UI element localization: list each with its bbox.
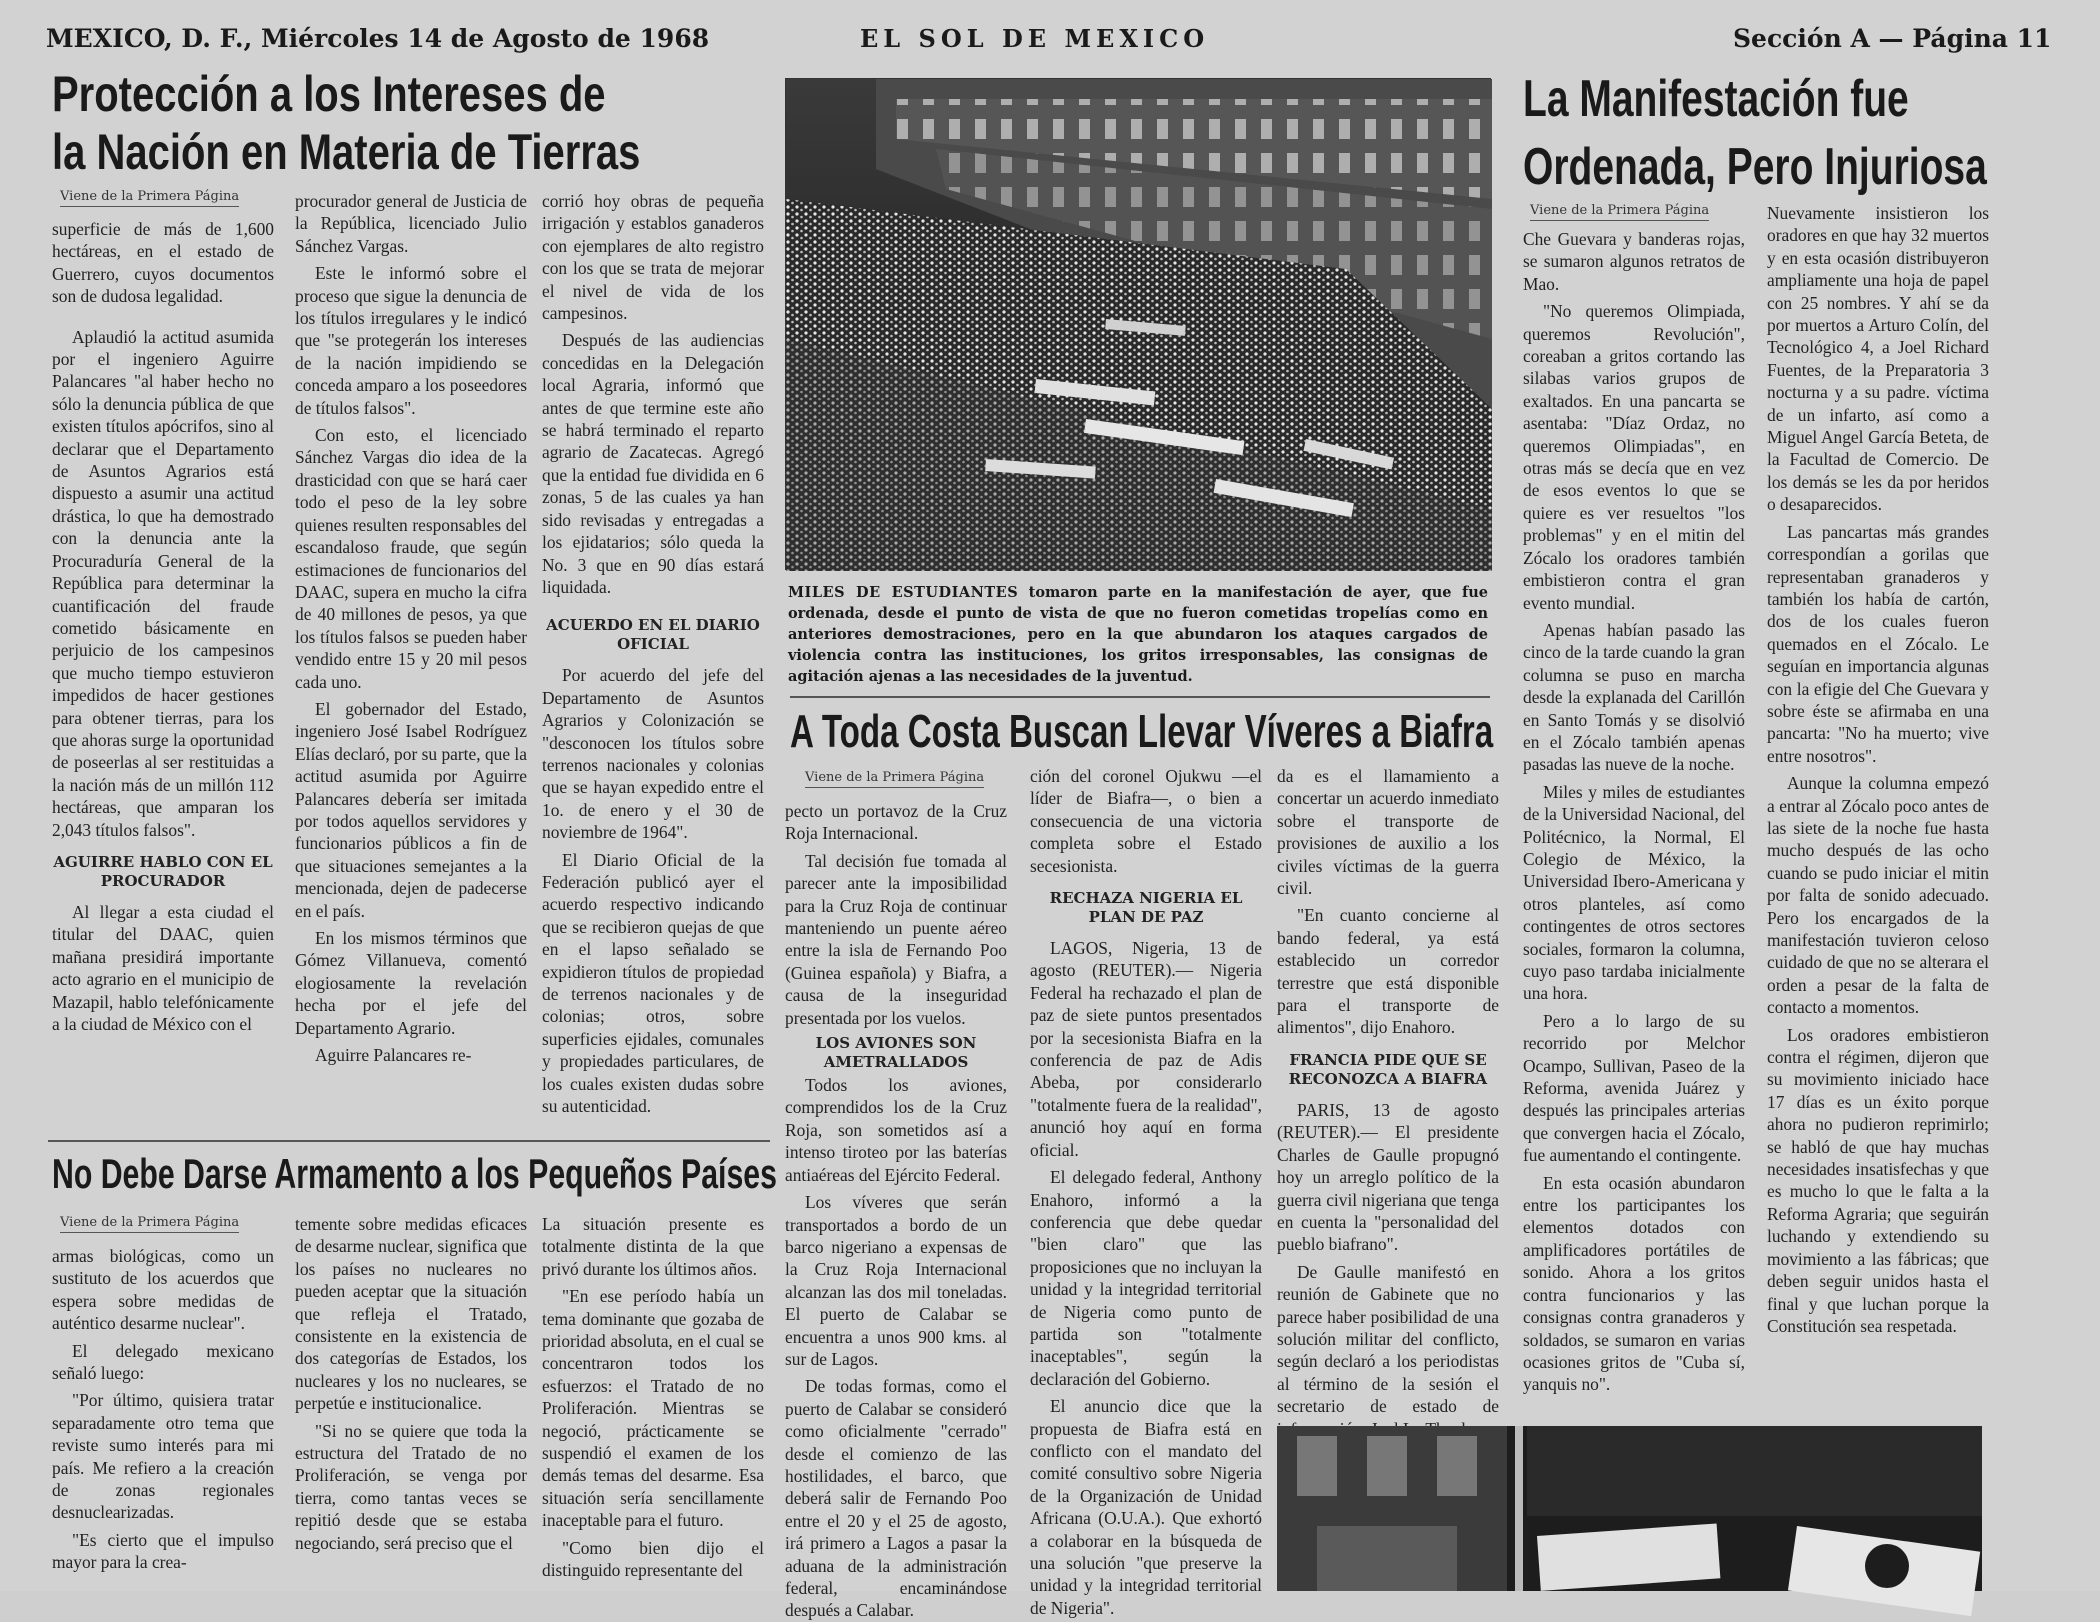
paragraph: LAGOS, Nigeria, 13 de agosto (REUTER).— Nigeria Federal ha rechazado el plan de paz de siete puntos presentados por la secesionista Biafra en la conferencia de paz de Adis Abeba, por considerarlo "totalmente fuera de la realidad", anunció hoy aquí en forma oficial.	[1030, 938, 1262, 1160]
article1-column-3	[542, 190, 764, 1130]
demonstration-photo	[785, 78, 1491, 570]
article4-continuation-label: Viene de la Primera Página	[60, 1215, 239, 1233]
paragraph: El Diario Oficial de la Federación publicó ayer el acuerdo respectivo indicando que se recibieron quejas de que en el lapso señalado se expidieron títulos de propiedad de terrenos nacionales y de colonias; otros, sobre superficies ejidales, comunales y propiedades particulares, de los cuales existen dudas sobre su autenticidad.	[542, 849, 764, 1117]
paragraph: El delegado mexicano señaló luego:	[52, 1340, 274, 1384]
article4-column-1	[52, 1245, 274, 1591]
paragraph: Tal decisión fue tomada al parecer ante la imposibilidad para la Cruz Roja de continuar manteniendo un puente aéreo entre la isla de Fernando Poo (Guinea española) y Biafra, a causa de la inseguridad presentada por los vuelos.	[785, 850, 1007, 1028]
paragraph: Todos los aviones, comprendidos los de la Cruz Roja, son sometidos así a intenso tiroteo por las baterías antiaéreas del Ejército Federal.	[785, 1075, 1007, 1185]
paragraph: Después de las audiencias concedidas en la Delegación local Agraria, informó que antes de que termine este año se habrá terminado el reparto agrario de Zacatecas. Agregó que la entidad fue dividida en 6 zonas, 5 de las cuales ya han sido revisadas y entregadas a los ejidatarios; sólo queda la No. 3 que en 90 días estará liquidada.	[542, 330, 764, 597]
street-image	[1277, 1426, 1982, 1591]
paragraph: Aunque la columna empezó a entrar al Zócalo poco antes de las siete de la noche fue hasta mucho después de las ocho cuando se pudo iniciar el mitin por falta de sonido adecuado. Pero los encargados de la manifestación tuvieron celoso cuidado de que no se alterara el orden a pesar de la falta de contacto a momentos.	[1767, 773, 1989, 1018]
paragraph: Nuevamente insistieron los oradores en que hay 32 muertos y en esta ocasión distribuyeron ampliamente una hoja de papel con 25 nombres. Y ahí se da por muertos a Arturo Colín, del Tecnológico 4, a Joel Richard Fuentes, de la Preparatoria 3 nocturna y a su padre. víctima de un infarto, así como a Miguel Angel García Beteta, de la Facultad de Comercio. De los demás se les da por heridos o desaparecidos.	[1767, 203, 1989, 515]
article1-title-line2: la Nación en Materia de Tierras	[52, 124, 641, 180]
article4-column-2	[295, 1213, 527, 1591]
article3-title-line1: La Manifestación fue	[1523, 70, 1909, 128]
paragraph: Los oradores embistieron contra el régimen, dijeron que su movimiento iniciado hace 17 días es un éxito porque ahora no pudieron reprimirlo; se habló de que hay muchas necesidades insatisfechas y que es mucho lo que le falta a la Reforma Agraria; que seguirán luchando y extendiendo su movimiento a las fábricas; que deben seguir unidos hasta el final y que luchan porque la Constitución sea respetada.	[1767, 1024, 1989, 1336]
article2-column-1	[785, 800, 1007, 1621]
paragraph: Miles y miles de estudiantes de la Universidad Nacional, del Politécnico, la Normal, El Colegio de México, la Universidad Ibero-Americana y otros planteles, así como contingentes de otros sectores sociales, formaron la columna, cuyo paso tardaba inicialmente una hora.	[1523, 781, 1745, 1004]
subheading: RECHAZA NIGERIA EL PLAN DE PAZ	[1049, 889, 1243, 927]
paragraph: Por acuerdo del jefe del Departamento de Asuntos Agrarios y Colonización se "desconocen los títulos sobre terrenos nacionales y colonias que se hayan expedido entre el 1o. de enero y el 30 de noviembre de 1964".	[542, 665, 764, 843]
paragraph: Los víveres que serán transportados a bordo de un barco nigeriano a expensas de la Cruz Roja Internacional alcanzan las dos mil toneladas. El puerto de Calabar se encuentra a unos 900 kms. al sur de Lagos.	[785, 1192, 1007, 1369]
paragraph: De Gaulle manifestó en reunión de Gabinete que no parece haber posibilidad de una solución militar del conflicto, según declaró a los periodistas al término de la sesión el secretario de estado de	[1277, 1261, 1499, 1417]
subheading: AGUIRRE HABLO CON EL PROCURADOR	[53, 852, 273, 890]
caption-text: tomaron parte en la manifestación de ayer, que fue ordenada, desde el punto de vista de que no fueron cometidas tropelías como en anteriores demostraciones, pero en la que abundaron los ataques cargados de violencia contra las instituciones, los gritos irresponsables, las consignas de agitación ajenas a las necesidades de la juventud.	[788, 584, 1488, 685]
header-date: MEXICO, D. F., Miércoles 14 de Agosto de 1968	[46, 24, 710, 53]
paragraph: En los mismos términos que Gómez Villanueva, comentó elogiosamente la revelación hecha por el jefe del Departamento Agrario.	[295, 928, 527, 1038]
article4-column-3	[542, 1213, 764, 1591]
paragraph: superficie de más de 1,600 hectáreas, en el estado de Guerrero, cuyos documentos son de dudosa legalidad.	[52, 219, 274, 307]
header-section: Sección A — Página 11	[1733, 24, 2052, 53]
paragraph: PARIS, 13 de agosto (REUTER).— El presidente Charles de Gaulle propugnó hoy un arreglo político de la guerra civil nigeriana que tenga en cuenta la "personalidad del pueblo biafrano".	[1277, 1099, 1499, 1255]
photo-caption	[788, 582, 1488, 687]
paragraph: da es el llamamiento a concertar un acuerdo inmediato sobre el transporte de provisiones de auxilio a los civiles víctimas de la guerra civil.	[1277, 766, 1499, 899]
masthead: EL SOL DE MEXICO	[860, 24, 1210, 53]
subheading: ACUERDO EN EL DIARIO OFICIAL	[546, 616, 760, 654]
paragraph: ción del coronel Ojukwu —el líder de Biafra—, o bien a consecuencia de una victoria completa sobre el Estado secesionista.	[1030, 766, 1262, 876]
paragraph: Este le informó sobre el proceso que sigue la denuncia de los títulos irregulares y le indicó que "se protegerán los intereses de la nación impidiendo se conceda amparo a los poseedores de títulos falsos".	[295, 263, 527, 418]
paragraph: "Es cierto que el impulso mayor para la crea-	[52, 1529, 274, 1573]
caption-lead: MILES DE ESTUDIANTES	[788, 584, 1019, 601]
article2-continuation-label: Viene de la Primera Página	[805, 770, 984, 788]
paragraph: Apenas habían pasado las cinco de la tarde cuando la gran columna se puso en marcha desde la explanada del Carillón en Santo Tomás y se disolvió en el Zócalo también apenas pasadas las nueve de la noche.	[1523, 619, 1745, 775]
article3-column-1	[1523, 228, 1745, 1408]
paragraph: armas biológicas, como un sustituto de los acuerdos que espera sobre medidas de auténtico desarme nuclear".	[52, 1246, 274, 1334]
article4-title: No Debe Darse Armamento a los Pequeños Países	[52, 1150, 777, 1197]
article3-title-line2: Ordenada, Pero Injuriosa	[1523, 138, 1987, 196]
article1-continuation-label: Viene de la Primera Página	[60, 189, 239, 207]
article1-title-line1: Protección a los Intereses de	[52, 66, 606, 122]
paragraph: "No queremos Olimpiada, queremos Revolución", coreaban a gritos cortando las silabas varios grupos de exaltados. En una pancarta se asentaba: "Díaz Ordaz, no queremos Olimpiadas", en otras más se decía que en vez de esos eventos lo que se quiere es ver resueltos "los problemas" y en el mitin del Zócalo los oradores también embistieron contra el gran evento mundial.	[1523, 301, 1745, 613]
paragraph: Che Guevara y banderas rojas, se sumaron algunos retratos de Mao.	[1523, 229, 1745, 294]
paragraph: pecto un portavoz de la Cruz Roja Internacional.	[785, 801, 1007, 844]
divider	[48, 1140, 770, 1142]
paragraph: La situación presente es totalmente distinta de la que privó durante los últimos años.	[542, 1214, 764, 1279]
crowd-image	[786, 79, 1492, 571]
paragraph: El anuncio dice que la propuesta de Biafra está en conflicto con el mandato del comité consultivo sobre Nigeria de la Organización de Unidad Africana (O.U.A.). Que exhortó a colaborar en la búsqueda de una solución "que preserve la unidad y la integridad territorial de Nigeria".	[1030, 1396, 1262, 1618]
paragraph: Con esto, el licenciado Sánchez Vargas dio idea de la drasticidad con que se hará caer todo el peso de la ley sobre quienes resulten responsables del escandaloso fraude, que según estimaciones de funcionarios del DAAC, supera en mucho la cifra de 40 millones de pesos, ya que los títulos falsos se pueden haber vendido entre 15 y 20 mil pesos cada uno.	[295, 425, 527, 692]
paragraph: temente sobre medidas eficaces de desarme nuclear, significa que los países no nucleares no pueden aceptar que la situación que refleja el Tratado, consistente en la existencia de dos categorías de Estados, los nucleares y los no nucleares, se perpetúe e institucionalice.	[295, 1214, 527, 1414]
paragraph: El gobernador del Estado, ingeniero José Isabel Rodríguez Elías declaró, por su parte, que la actitud asumida por Aguirre Palancares debería ser imitada por todos aquellos servidores y funcionarios públicos a fin de que situaciones semejantes a la mencionada, dejen de padecerse en el país.	[295, 698, 527, 921]
article3-column-2	[1767, 202, 1989, 1412]
paragraph: "En cuanto concierne al bando federal, ya está establecido un corredor terrestre que está disponible para el transporte de alimentos", dijo Enahoro.	[1277, 905, 1499, 1038]
article2-column-2	[1030, 765, 1262, 1618]
paragraph: "Si no se quiere que toda la estructura del Tratado de no Proliferación, se venga por tierra, como tantas veces se repitió desde que se estaba negociando, será preciso que el	[295, 1420, 527, 1553]
paragraph: De todas formas, como el puerto de Calabar se consideró como oficialmente "cerrado" desde el comienzo de las hostilidades, el barco, que deberá salir de Fernando Poo entre el 20 y el 25 de agosto, irá primero a Lagos a pasar la aduana de la administración federal, encaminándose después a Calabar.	[785, 1376, 1007, 1621]
paragraph: El delegado federal, Anthony Enahoro, informó a la conferencia que debe quedar "bien claro" que las proposiciones que no incluyan la unidad y la integridad territorial de Nigeria como punto de partida son "totalmente inaceptables", según la declaración del Gobierno.	[1030, 1167, 1262, 1389]
subheading: LOS AVIONES SON AMETRALLADOS	[815, 1034, 977, 1072]
article2-title: A Toda Costa Buscan Llevar Víveres a Biafra	[790, 705, 1494, 757]
paragraph: Al llegar a esta ciudad el titular del DAAC, quien mañana presidirá importante acto agrario en el municipio de Mazapil, hablo telefónicamente a la ciudad de México con el	[52, 901, 274, 1034]
paragraph: "En ese período había un tema dominante que gozaba de prioridad absoluta, en el cual se concentraron todos los esfuerzos: el Tratado de no Proliferación. Mientras se negoció, prácticamente se suspendió el examen de los demás temas del desarme. Esa situación sería sencillamente inaceptable para el futuro.	[542, 1286, 764, 1531]
article2-column-3	[1277, 765, 1499, 1415]
article1-column-1	[52, 218, 274, 1128]
paragraph: "Como bien dijo el distinguido representante del	[542, 1537, 764, 1581]
bottom-right-photo	[1277, 1426, 1982, 1591]
article1-column-2	[295, 190, 527, 1130]
article3-continuation-label: Viene de la Primera Página	[1530, 203, 1709, 221]
paragraph: Aguirre Palancares re-	[315, 1045, 472, 1066]
divider	[790, 696, 1490, 698]
paragraph: En esta ocasión abundaron entre los participantes los elementos dotados con amplificadores portátiles de sonido. Ahora a los gritos contra funcionarios y las consignas contra granaderos y soldados, se sumaron en varias ocasiones gritos de "Cuba sí, yanquis no".	[1523, 1172, 1745, 1395]
paragraph: Pero a lo largo de su recorrido por Melchor Ocampo, Sullivan, Paseo de la Reforma, avenida Juárez y después las principales arterias que convergen hacia el Zócalo, fue aumentando el contingente.	[1523, 1010, 1745, 1166]
paragraph: corrió hoy obras de pequeña irrigación y establos ganaderos con ejemplares de alto registro con los que se trata de mejorar el nivel de vida de los campesinos.	[542, 191, 764, 324]
subheading: FRANCIA PIDE QUE SE RECONOZCA A BIAFRA	[1288, 1050, 1488, 1088]
paragraph: Aplaudió la actitud asumida por el ingeniero Aguirre Palancares "al haber hecho no sólo la denuncia pública de que existen títulos apócrifos, sino al declarar que el Departamento de Asuntos Agrarios está dispuesto a asumir una actitud drástica, lo que ha demostrado con la denuncia ante la Procuraduría General de la República para determinar la cuantificación del fraude cometido básicamente en perjuicio de los campesinos que mucho tiempo estuvieron impedidos de hacer gestiones para obtener tierras, para los que ahoras surge la oportunidad de poseerlas al ser restituidas a la nación más de un millón 112 hectáreas, que amparan los 2,043 títulos falsos".	[52, 326, 274, 840]
paragraph: "Por último, quisiera tratar separadamente otro tema que reviste sumo interés para mi país. Me refiero a la creación de zonas regionales desnuclearizadas.	[52, 1390, 274, 1523]
paragraph: procurador general de Justicia de la República, licenciado Julio Sánchez Vargas.	[295, 191, 527, 256]
paragraph: Las pancartas más grandes correspondían a gorilas que representaban granaderos y también los había de cartón, dos de los cuales fueron quemados en el Zócalo. Le seguían en importancia algunas con la efigie del Che Guevara y sobre éste se afirmaba en una pancarta: "No ha muerto; vive entre nosotros".	[1767, 521, 1989, 766]
